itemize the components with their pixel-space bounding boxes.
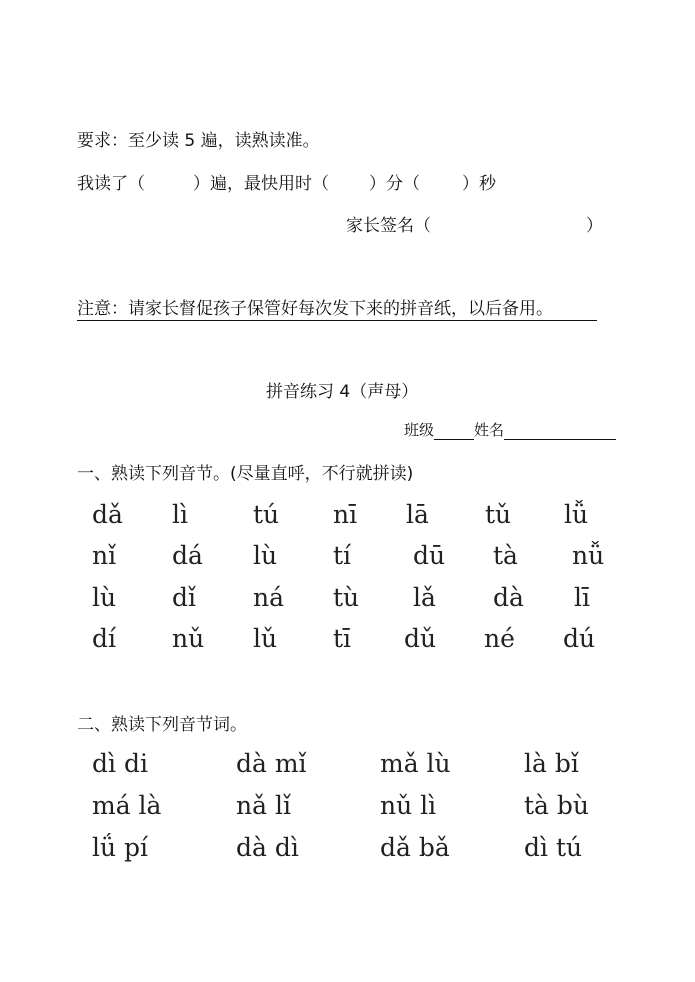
syllable: dǔ [404, 624, 437, 653]
word: dì di [92, 749, 148, 778]
word: mǎ lù [380, 749, 451, 778]
parent-notice: 注意：请家长督促孩子保管好每次发下来的拼音纸，以后备用。 [77, 294, 597, 321]
word: dà mǐ [236, 749, 307, 778]
word: dǎ bǎ [380, 833, 450, 862]
syllable: tà [493, 541, 518, 570]
fastest-time-label: ）遍，最快用时（ [193, 174, 329, 194]
name-label: 姓名 [474, 421, 505, 439]
syllable: lù [253, 541, 278, 570]
syllable: dǎ [92, 500, 123, 529]
syllable: tī [333, 624, 352, 653]
parent-signature-close: ） [586, 216, 603, 236]
word: dì tú [524, 833, 583, 862]
syllable: lǎ [413, 583, 436, 612]
word: tà bù [524, 791, 590, 820]
syllable: lì [172, 500, 188, 529]
syllable: lù [92, 583, 117, 612]
section2-heading: 二、熟读下列音节词。 [77, 715, 247, 735]
syllable: lī [574, 583, 590, 612]
section1-heading: 一、熟读下列音节。(尽量直呼，不行就拼读) [77, 464, 414, 484]
worksheet-title: 拼音练习 4（声母） [266, 382, 419, 402]
word: dà dì [236, 833, 299, 862]
word: lǘ pí [92, 833, 149, 862]
syllable: dá [172, 541, 203, 570]
read-count-prefix: 我读了（ [77, 174, 145, 194]
syllable: dū [413, 541, 446, 570]
reading-requirement: 要求：至少读 5 遍，读熟读准。 [77, 131, 320, 151]
syllable: lǚ [564, 500, 589, 529]
seconds-label: ）秒 [462, 174, 496, 194]
syllable: nī [333, 500, 358, 529]
syllable: tú [253, 500, 280, 529]
parent-signature-label: 家长签名（ [346, 216, 431, 236]
syllable: dǐ [172, 583, 196, 612]
word: má là [92, 791, 162, 820]
minutes-label: ）分（ [369, 174, 420, 194]
word: nǎ lǐ [236, 791, 291, 820]
syllable: né [484, 624, 515, 653]
syllable: lā [406, 500, 429, 529]
syllable: tí [333, 541, 352, 570]
syllable: dà [493, 583, 524, 612]
syllable: ná [253, 583, 285, 612]
syllable: dú [563, 624, 596, 653]
syllable: nǚ [572, 541, 605, 570]
word: là bǐ [524, 749, 579, 778]
syllable: nǔ [172, 624, 205, 653]
class-label: 班级 [404, 421, 435, 439]
syllable: lǔ [253, 624, 278, 653]
syllable: tù [333, 583, 360, 612]
syllable: nǐ [92, 541, 117, 570]
word: nǔ lì [380, 791, 437, 820]
syllable: dí [92, 624, 116, 653]
syllable: tǔ [485, 500, 512, 529]
